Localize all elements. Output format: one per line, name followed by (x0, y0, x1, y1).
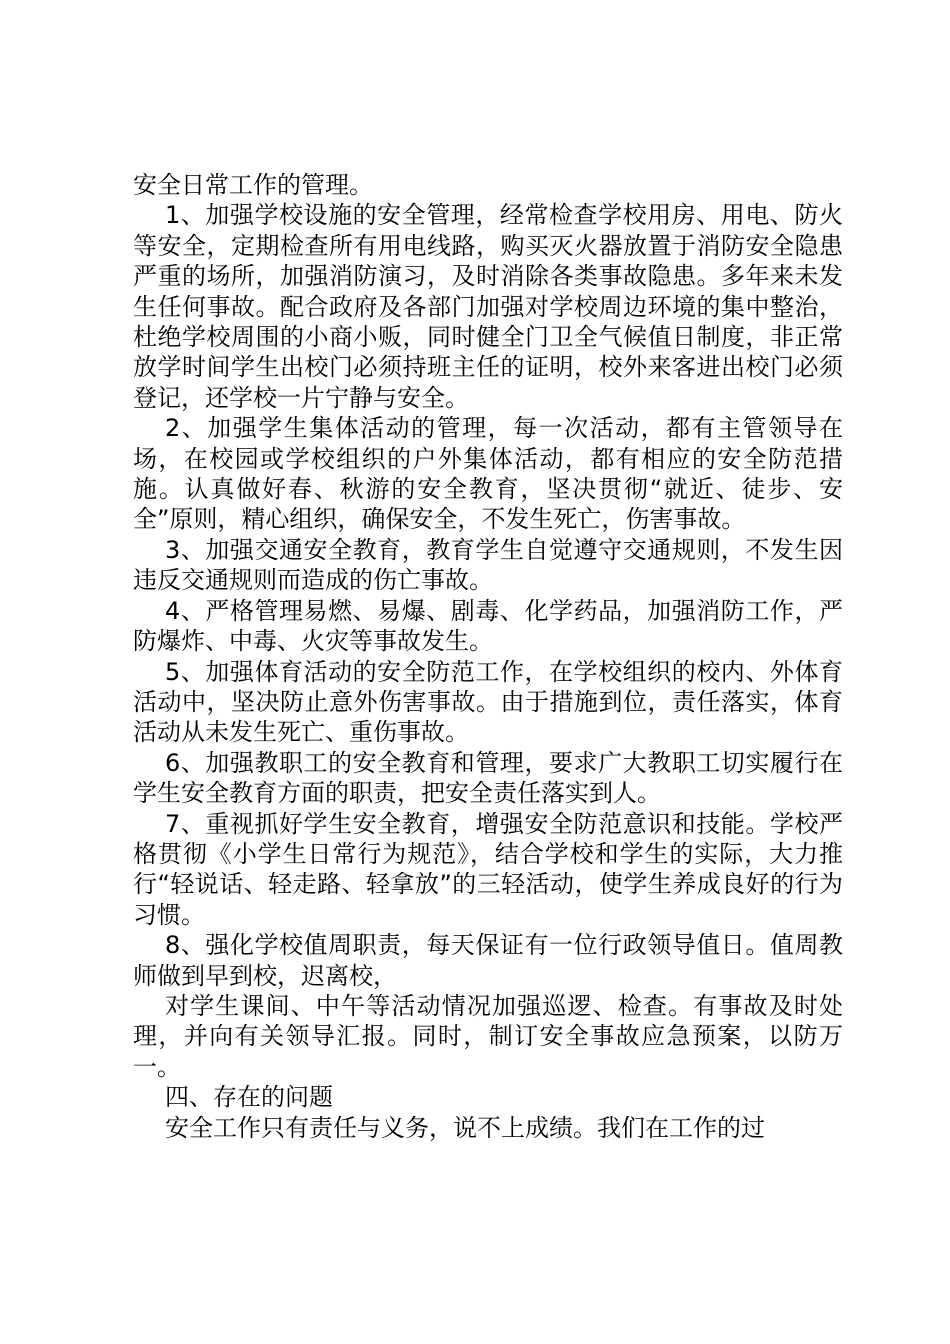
paragraph-item-8: 8、强化学校值周职责，每天保证有一位行政领导值日。值周教师做到早到校，迟离校， (133, 931, 843, 990)
document-body (133, 170, 843, 1143)
paragraph-continuation: 安全日常工作的管理。 (133, 171, 373, 199)
paragraph-item-3: 3、加强交通安全教育，教育学生自觉遵守交通规则，不发生因违反交通规则而造成的伤亡事故。 (133, 535, 843, 595)
section-heading-problems: 四、存在的问题 (165, 1083, 333, 1112)
paragraph-item-1: 1、加强学校设施的安全管理，经常检查学校用房、用电、防火等安全，定期检查所有用电线路，购买灭火器放置于消防安全隐患严重的场所，加强消防演习，及时消除各类事故隐患。多年来未发生任何事故。配合政府及各部门加强对学校周边环境的集中整治，杜绝学校周围的小商小贩，同时健全门卫全气候值日制度，非正常放学时间学生出校门必须持班主任的证明，校外来客进出校门必须登记，还学校一片宁静与安全。 (133, 201, 843, 412)
paragraph-item-2: 2、加强学生集体活动的管理，每一次活动，都有主管领导在场，在校园或学校组织的户外集体活动，都有相应的安全防范措施。认真做好春、秋游的安全教育，坚决贯彻“就近、徒步、安全”原则，精心组织，确保安全，不发生死亡，伤害事故。 (133, 414, 843, 534)
paragraph-item-4: 4、严格管理易燃、易爆、剧毒、化学药品，加强消防工作，严防爆炸、中毒、火灾等事故发生。 (133, 596, 843, 656)
paragraph-item-8-continued: 对学生课间、中午等活动情况加强巡逻、检查。有事故及时处理，并向有关领导汇报。同时，制订安全事故应急预案，以防万一。 (133, 991, 843, 1081)
paragraph-item-5: 5、加强体育活动的安全防范工作，在学校组织的校内、外体育活动中，坚决防止意外伤害事故。由于措施到位，责任落实，体育活动从未发生死亡、重伤事故。 (133, 657, 843, 747)
paragraph-item-6: 6、加强教职工的安全教育和管理，要求广大教职工切实履行在学生安全教育方面的职责，把安全责任落实到人。 (133, 748, 843, 808)
paragraph-item-7: 7、重视抓好学生安全教育，增强安全防范意识和技能。学校严格贯彻《小学生日常行为规范》，结合学校和学生的实际，大力推行“轻说话、轻走路、轻拿放”的三轻活动，使学生养成良好的行为习惯。 (133, 809, 843, 929)
paragraph-problems: 安全工作只有责任与义务，说不上成绩。我们在工作的过 (165, 1113, 765, 1142)
